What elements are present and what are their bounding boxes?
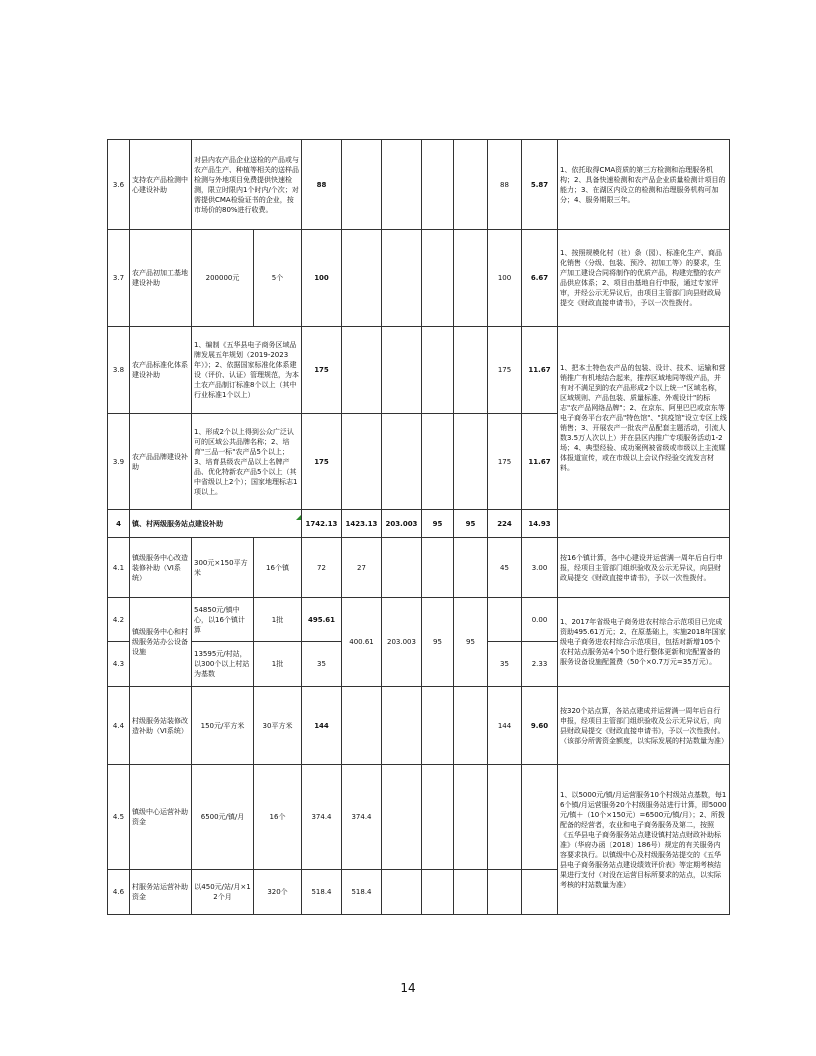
section-no: 4 (108, 510, 130, 538)
item-total: 72 (302, 538, 342, 598)
item-amount: 175 (488, 414, 522, 510)
item-description: 1、依托取得CMA资质的第三方检测和治理服务机构；2、具备快速检测和农产品企业质量检测计项目的能力；3、在湖区内设立的检测和治理服务机构可加分；4、服务期限三年。 (558, 140, 730, 230)
item-quantity: 30平方米 (254, 687, 302, 765)
item-quantity: 5个 (254, 230, 302, 327)
item-standard: 54850元/镇中心，以16个镇计算 (192, 598, 254, 642)
row-no: 4.5 (108, 765, 130, 870)
row-no: 4.4 (108, 687, 130, 765)
item-name: 农产品初加工基地建设补助 (130, 230, 192, 327)
item-standard: 300元×150平方米 (192, 538, 254, 598)
item-total: 518.4 (302, 870, 342, 915)
section-amount-d: 95 (454, 510, 488, 538)
section-total: 1742.13 (302, 510, 342, 538)
item-share: 11.67 (522, 327, 558, 414)
item-total: 175 (302, 414, 342, 510)
table-row (108, 538, 730, 598)
item-description: 1、以5000元/镇/月运营服务10个村级站点基数，每16个镇/月运营服务20个村级服务站进行计算，即5000元/镇＋（10个×150元）=6500元/镇/月）；2、所拨配备的经营者，农业和电子商务服务及第二，按照《五华县电子商务服务站点建设镇村站点财政补助标准》（华府办函〔2018〕186号）规定的有关服务内容要求执行。以镇级中心及村级服务站提交的《五华县电子商务服务站点建设绩效评价表》等定期考核结果进行支付（对没在运营目标所要求的站点，以实际考核的村站数量为准） (558, 765, 730, 915)
item-amount: 100 (488, 230, 522, 327)
item-share: 6.67 (522, 230, 558, 327)
table-row (108, 230, 730, 327)
item-share: 5.87 (522, 140, 558, 230)
item-amount: 175 (488, 327, 522, 414)
item-amount-d: 95 (454, 598, 488, 687)
item-share: 9.60 (522, 687, 558, 765)
table-row (108, 140, 730, 230)
item-amount: 144 (488, 687, 522, 765)
section-title: 镇、村两级服务站点建设补助 (130, 510, 302, 538)
item-amount-a: 27 (342, 538, 382, 598)
item-amount: 35 (488, 642, 522, 687)
item-name: 镇级中心运营补助资金 (130, 765, 192, 870)
row-no: 4.6 (108, 870, 130, 915)
cell-comment-marker (296, 515, 301, 520)
item-standard: 150元/平方米 (192, 687, 254, 765)
item-standard: 1、编制《五华县电子商务区域品牌发展五年规划（2019-2023年）》；2、依据国家标准化体系建设（评价、认证）管理规范，为本土农产品制订标准8个以上（其中行业标准1个以上） (192, 327, 302, 414)
item-description: 按320个站点算，各站点建成并运营满一周年后自行申报，经项目主管部门组织验收及公示无异议后，向县财政局提交《财政直接申请书》，予以一次性拨付。（该部分所需资金额度，以实际发展的村站数量为准） (558, 687, 730, 765)
table-row (108, 687, 730, 765)
section-amount-b: 203.003 (382, 510, 422, 538)
item-standard: 1、形成2个以上得到公众广泛认可的区域公共品牌名称；2、培育"三品一标"农产品5个以上；3、培育县级农产品以上名牌产品、优化特新农产品5个以上（其中省级以上2个）；国家地理标志1项以上。 (192, 414, 302, 510)
item-amount-a: 400.61 (342, 598, 382, 687)
item-description: 1、按照规模化村（社）条（园）、标准化生产、商品化销售（分级、包装、预冷、初加工等）的要求，生产加工建设合同将制作的优质产品，构建完整的农产品供应体系；2、项目由基地自行申报，通过专家评审，并经公示无异议后，由项目主管部门向县财政局提交《财政直接申请书》，予以一次性拨付。 (558, 230, 730, 327)
item-total: 35 (302, 642, 342, 687)
item-share: 3.00 (522, 538, 558, 598)
item-standard: 对县内农产品企业送检的产品或与农产品生产、种植等相关的送样品检测与外地项目免费提供快速检测，限立时限内1个时内/个次；对需提供CMA检验证书的企业，按市场价的80%进行收费。 (192, 140, 302, 230)
section-row (108, 510, 730, 538)
row-no: 4.2 (108, 598, 130, 642)
item-total: 144 (302, 687, 342, 765)
item-name: 支持农产品检测中心建设补助 (130, 140, 192, 230)
item-description: 1、2017年省级电子商务进农村综合示范项目已完成资助495.61万元；2、在原基础上，实施2018年国家级电子商务进农村综合示范项目，包括对新增105个农村站点服务站4个50个进行整体更新和完配置备的服务设备设施配置费（50个×0.7万元=35万元）。 (558, 598, 730, 687)
budget-table (107, 139, 730, 915)
item-total: 100 (302, 230, 342, 327)
table-row (108, 327, 730, 414)
row-no: 3.9 (108, 414, 130, 510)
section-amount-c: 95 (422, 510, 454, 538)
item-quantity: 16个 (254, 765, 302, 870)
table-row (108, 765, 730, 870)
item-amount-a: 518.4 (342, 870, 382, 915)
item-name: 农产品标准化体系建设补助 (130, 327, 192, 414)
section-amount: 224 (488, 510, 522, 538)
item-description: 按16个镇计算，各中心建设并运营满一周年后自行申报，经项目主管部门组织验收及公示无异议，向县财政局提交《财政直接申请书》，予以一次性拨付。 (558, 538, 730, 598)
item-standard: 6500元/镇/月 (192, 765, 254, 870)
item-share: 11.67 (522, 414, 558, 510)
item-total: 175 (302, 327, 342, 414)
item-share: 0.00 (522, 598, 558, 642)
item-total: 374.4 (302, 765, 342, 870)
row-no: 4.3 (108, 642, 130, 687)
item-name: 镇级服务中心改造装修补助（VI系统） (130, 538, 192, 598)
row-no: 3.6 (108, 140, 130, 230)
item-amount-b: 203.003 (382, 598, 422, 687)
item-quantity: 16个镇 (254, 538, 302, 598)
item-name: 村服务站运营补助资金 (130, 870, 192, 915)
page-number: 14 (400, 981, 416, 995)
item-quantity: 320个 (254, 870, 302, 915)
item-name: 农产品品牌建设补助 (130, 414, 192, 510)
item-total: 495.61 (302, 598, 342, 642)
item-quantity: 1批 (254, 642, 302, 687)
item-amount: 45 (488, 538, 522, 598)
item-standard: 13595元/村站，以300个以上村站为基数 (192, 642, 254, 687)
item-name: 镇级服务中心和村级服务站办公设备设施 (130, 598, 192, 687)
item-quantity: 1批 (254, 598, 302, 642)
item-amount: 88 (488, 140, 522, 230)
item-amount-c: 95 (422, 598, 454, 687)
section-amount-a: 1423.13 (342, 510, 382, 538)
table-row (108, 598, 730, 642)
row-no: 3.8 (108, 327, 130, 414)
item-total: 88 (302, 140, 342, 230)
item-standard: 200000元 (192, 230, 254, 327)
item-amount-a: 374.4 (342, 765, 382, 870)
item-share: 2.33 (522, 642, 558, 687)
item-standard: 以450元/站/月×12个月 (192, 870, 254, 915)
row-no: 3.7 (108, 230, 130, 327)
row-no: 4.1 (108, 538, 130, 598)
section-share: 14.93 (522, 510, 558, 538)
item-description: 1、把本土特色农产品的包装、设计、技术、运输和营销推广有机地结合起来，推荐区域地同等级产品，并有对不满足到的农产品形成2个以上统一"区域名称，区域规则、产品包装、质量标准、外观设计"的标志"农产品网络品牌"；2、在京东、阿里巴巴或京东等电子商务平台农产品"特色馆"、"抗疫馆"设立专区上线销售；3、开展农产一批农产品配套主题活动，引流人数3.5万人次以上）并在县区内推广专项服务活动1-2场；4、典型经验、成功案例被省级或市级以上主流媒体报道宣传，或在市级以上会议作经验交流发言材料。 (558, 327, 730, 510)
item-name: 村级服务站装修改造补助（VI系统） (130, 687, 192, 765)
